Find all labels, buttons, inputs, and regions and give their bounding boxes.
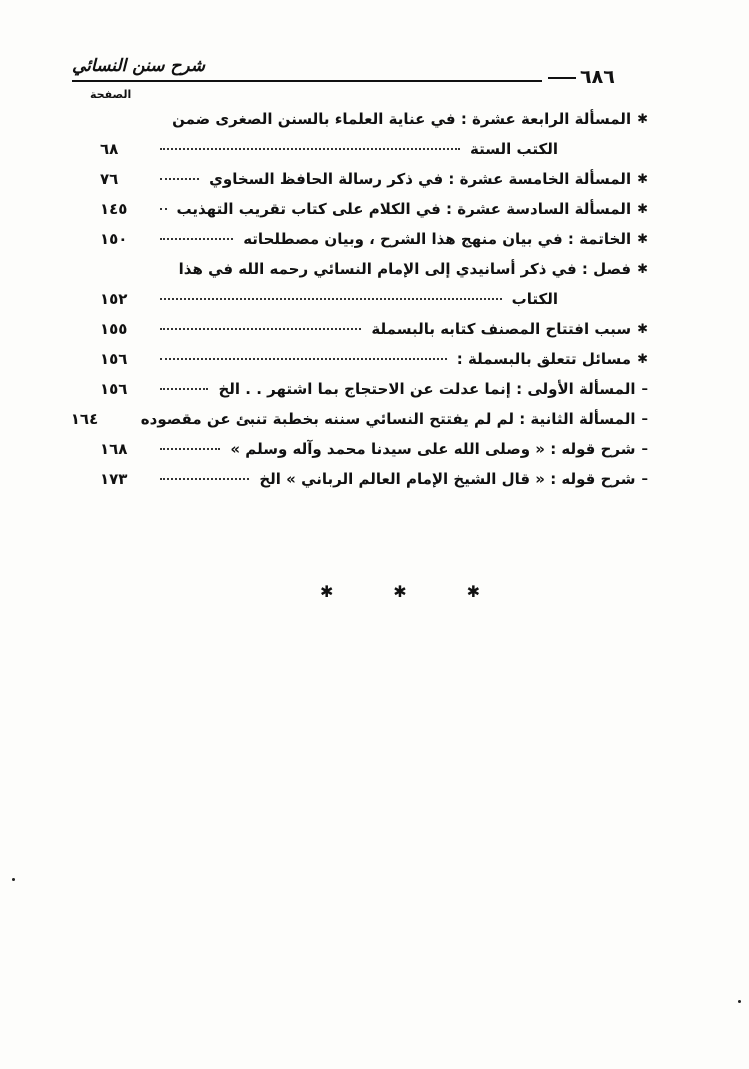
running-header-title: شرح سنن النسائي bbox=[72, 56, 206, 76]
dot-leader bbox=[160, 178, 199, 180]
toc-entry bbox=[70, 404, 648, 434]
scan-speck bbox=[12, 878, 15, 881]
entry-title: المسألة الخامسة عشرة : في ذكر رسالة الحافظ السخاوي bbox=[209, 170, 632, 188]
entry-page-number: ١٥٢ bbox=[100, 290, 128, 308]
entry-page-number: ١٥٠ bbox=[100, 230, 128, 248]
entry-title: شرح قوله : « قال الشيخ الإمام العالم الرباني » الخ bbox=[259, 470, 636, 488]
toc-entry-line bbox=[70, 404, 648, 434]
entry-marker: ✱ bbox=[637, 201, 648, 217]
toc-entry-line bbox=[100, 464, 648, 494]
dot-leader bbox=[160, 208, 167, 210]
toc-entry-line bbox=[100, 104, 648, 134]
toc-entry-line bbox=[100, 344, 648, 374]
toc-entry-line bbox=[100, 164, 648, 194]
entry-title: شرح قوله : « وصلى الله على سيدنا محمد وآله وسلم » bbox=[230, 440, 636, 458]
entry-page-number: ٦٨ bbox=[100, 140, 119, 158]
entry-title: المسألة الأولى : إنما عدلت عن الاحتجاج بما اشتهر . . الخ bbox=[218, 380, 636, 398]
entry-marker: ✱ bbox=[637, 111, 648, 127]
entry-marker: ✱ bbox=[637, 351, 648, 367]
toc-entry-continuation bbox=[100, 284, 648, 314]
page-number-dash bbox=[548, 77, 576, 79]
table-of-contents bbox=[70, 104, 648, 494]
toc-entry bbox=[100, 344, 648, 374]
entry-title: المسألة السادسة عشرة : في الكلام على كتاب تقريب التهذيب bbox=[176, 200, 632, 218]
entry-marker: – bbox=[641, 381, 648, 397]
dot-leader bbox=[160, 238, 233, 240]
entry-title: المسألة الثانية : لم لم يفتتح النسائي سننه بخطبة تنبئ عن مقصوده bbox=[140, 410, 636, 428]
entry-marker: ✱ bbox=[637, 231, 648, 247]
dot-leader bbox=[160, 478, 249, 480]
entry-page-number: ١٥٦ bbox=[100, 380, 128, 398]
entry-title: فصل : في ذكر أسانيدي إلى الإمام النسائي رحمه الله في هذا bbox=[178, 260, 632, 278]
toc-entry-line bbox=[100, 314, 648, 344]
entry-page-number: ١٥٥ bbox=[100, 320, 128, 338]
entry-page-number: ١٦٨ bbox=[100, 440, 128, 458]
toc-entry bbox=[100, 374, 648, 404]
entry-title: الكتاب bbox=[511, 290, 558, 308]
header-rule bbox=[72, 80, 542, 82]
entry-page-number: ٧٦ bbox=[100, 170, 119, 188]
entry-title: مسائل تتعلق بالبسملة : bbox=[456, 350, 632, 368]
entry-title: الكتب الستة bbox=[470, 140, 558, 158]
toc-entry bbox=[100, 224, 648, 254]
dot-leader bbox=[160, 298, 502, 300]
entry-marker: ✱ bbox=[637, 261, 648, 277]
toc-entry bbox=[100, 164, 648, 194]
entry-marker: – bbox=[641, 411, 648, 427]
toc-entry bbox=[100, 464, 648, 494]
toc-entry bbox=[100, 104, 648, 164]
page-column-label: الصفحة bbox=[90, 88, 132, 101]
dot-leader bbox=[160, 328, 361, 330]
toc-entry-line bbox=[100, 224, 648, 254]
section-separator bbox=[320, 582, 480, 601]
entry-page-number: ١٧٣ bbox=[100, 470, 128, 488]
entry-marker: – bbox=[641, 441, 648, 457]
toc-entry-line bbox=[100, 254, 648, 284]
separator-star: ✱ bbox=[320, 582, 334, 601]
toc-entry-line bbox=[100, 434, 648, 464]
toc-entry bbox=[100, 254, 648, 314]
entry-page-number: ١٥٦ bbox=[100, 350, 128, 368]
dot-leader bbox=[160, 388, 208, 390]
page-number-value: ٦٨٦ bbox=[580, 66, 615, 88]
entry-marker: ✱ bbox=[637, 171, 648, 187]
entry-page-number: ١٦٤ bbox=[70, 410, 99, 428]
toc-entry-line bbox=[100, 194, 648, 224]
toc-entry bbox=[100, 434, 648, 464]
dot-leader bbox=[160, 448, 220, 450]
scan-speck bbox=[738, 1000, 741, 1003]
toc-entry-continuation bbox=[100, 134, 648, 164]
entry-title: المسألة الرابعة عشرة : في عناية العلماء بالسنن الصغرى ضمن bbox=[172, 110, 632, 128]
page-number bbox=[548, 66, 638, 88]
entry-marker: – bbox=[641, 471, 648, 487]
entry-title: الخاتمة : في بيان منهج هذا الشرح ، وبيان مصطلحاته bbox=[243, 230, 632, 248]
entry-page-number: ١٤٥ bbox=[100, 200, 128, 218]
toc-entry bbox=[100, 194, 648, 224]
entry-marker: ✱ bbox=[637, 321, 648, 337]
dot-leader bbox=[160, 148, 460, 150]
toc-entry bbox=[100, 314, 648, 344]
entry-title: سبب افتتاح المصنف كتابه بالبسملة bbox=[371, 320, 632, 338]
dot-leader bbox=[160, 358, 447, 360]
separator-star: ✱ bbox=[466, 582, 480, 601]
toc-entry-line bbox=[100, 374, 648, 404]
separator-star: ✱ bbox=[393, 582, 407, 601]
